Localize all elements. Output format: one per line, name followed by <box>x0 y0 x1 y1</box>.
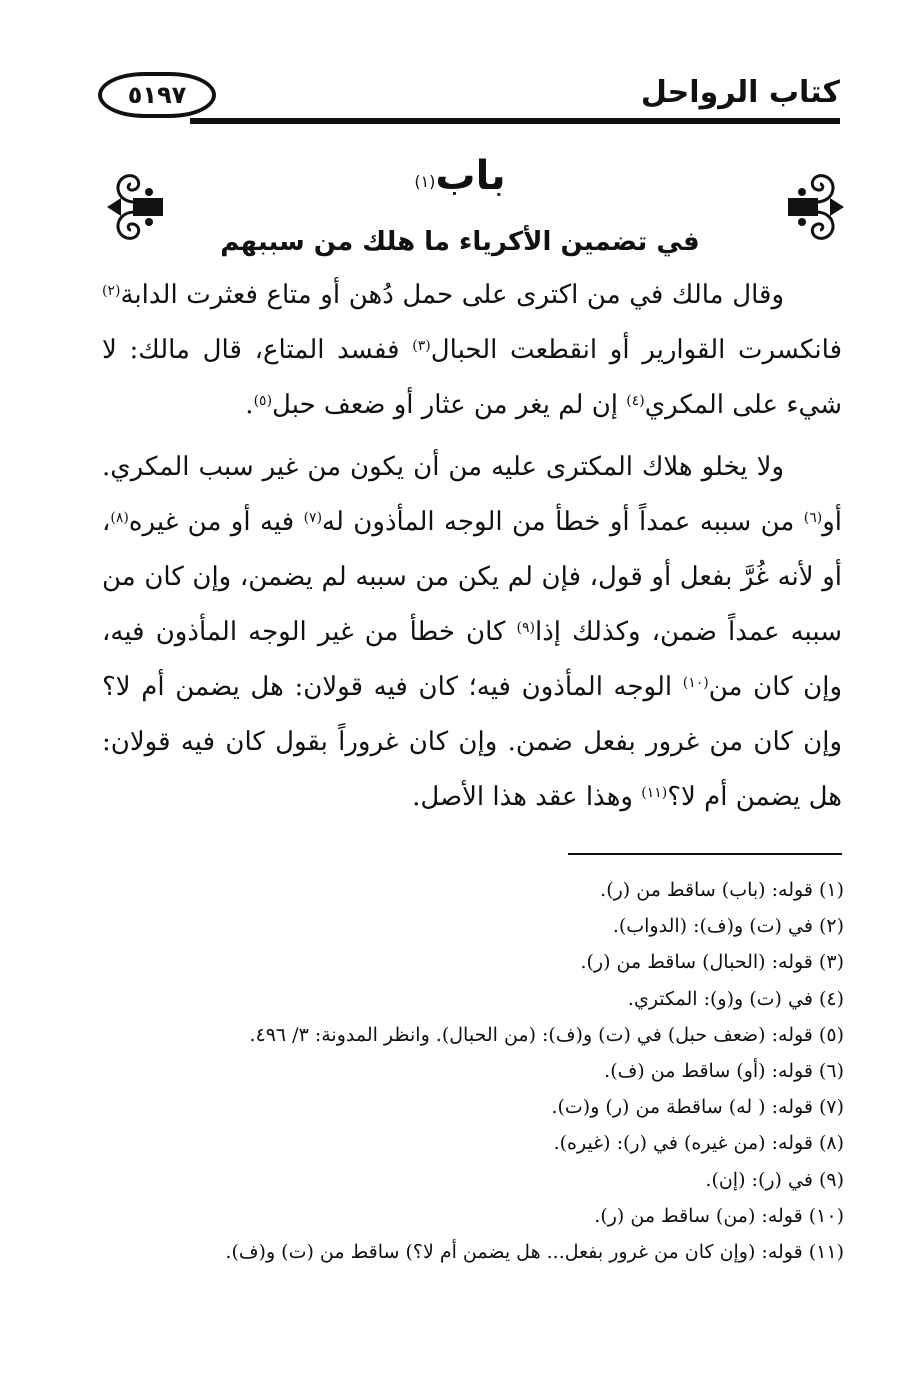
body-text: كان خطأ من غير الوجه المأذون فيه، وإن كان من <box>102 617 843 702</box>
footnote-ref: (٥) <box>253 393 273 409</box>
footnote: (١) قوله: (باب) ساقط من (ر). <box>600 879 844 901</box>
chapter-title-text: باب <box>435 153 506 199</box>
body-text: ولا يخلو هلاك المكترى عليه من أن يكون من غير سبب المكري. أو <box>102 452 842 537</box>
chapter-subtitle: في تضمين الأكرياء ما هلك من سببهم <box>220 227 700 257</box>
body-text: إن لم يغر من عثار أو ضعف حبل <box>272 390 627 420</box>
footnote-ref: (٤) <box>626 393 645 409</box>
footnote: (٢) في (ت) و(ف): (الدواب). <box>612 915 844 938</box>
footnote-separator <box>568 853 842 855</box>
body-text: فانكسرت القوارير أو انقطعت الحبال <box>430 335 842 365</box>
footnote-ref: (٩) <box>516 620 535 636</box>
body-text: وقال مالك في من اكترى على حمل دُهن أو متاع فعثرت الدابة <box>120 280 784 310</box>
body-text: الوجه المأذون فيه؛ كان فيه قولان: هل يضمن أم لا؟ وإن كان من غرور بفعل ضمن. وإن كان غروراً بقول كان فيه قولان: هل يضمن أم لا؟ <box>102 672 842 812</box>
footnote-ref: (٣) <box>412 338 431 354</box>
body-text: وهذا عقد هذا الأصل. <box>412 782 642 812</box>
footnote: (٩) في (ر): (إن). <box>705 1168 844 1191</box>
footnote: (٧) قوله: ( له) ساقطة من (ر) و(ت). <box>551 1096 844 1119</box>
body-text: فيه أو من غيره <box>128 507 304 537</box>
footnote: (١٠) قوله: (من) ساقط من (ر). <box>594 1204 844 1227</box>
body-text: من سببه عمداً أو خطأ من الوجه المأذون له <box>322 507 804 537</box>
body-text: ففسد المتاع، قال مالك: لا شيء على المكري <box>102 335 842 420</box>
footnote: (٦) قوله: (أو) ساقط من (ف). <box>604 1059 844 1082</box>
running-header-title: كتاب الرواحل <box>640 75 840 110</box>
footnote: (٥) قوله: (ضعف حبل) في (ت) و(ف): (من الحبال). وانظر المدونة: ٣/ ٤٩٦. <box>249 1023 844 1046</box>
footnote-ref: (١٠) <box>682 675 709 691</box>
footnote-ref: (٨) <box>110 510 129 526</box>
footnote-ref: (٧) <box>303 510 323 526</box>
paragraph-1 <box>102 268 842 433</box>
footnote-ref: (٦) <box>803 510 823 526</box>
footnote: (٨) قوله: (من غيره) في (ر): (غيره). <box>553 1132 844 1155</box>
body-text: . <box>245 390 254 420</box>
header-rule <box>190 118 840 124</box>
footnote: (١١) قوله: (وإن كان من غرور بفعل... هل يضمن أم لا؟) ساقط من (ت) و(ف). <box>225 1240 844 1263</box>
chapter-title <box>0 150 920 202</box>
footnote: (٤) في (ت) و(و): المكتري. <box>627 987 844 1010</box>
footnote-ref: (٢) <box>102 283 121 299</box>
body-text: ، أو لأنه غُرَّ بفعل أو قول، فإن لم يكن من سببه لم يضمن، وإن كان من سببه عمداً ضمن، وكذلك إذا <box>102 507 842 647</box>
page-number: ٥١٩٧ <box>98 72 216 118</box>
chapter-footnote-ref: (١) <box>414 172 436 191</box>
footnotes-list <box>84 872 844 1270</box>
footnote: (٣) قوله: (الحبال) ساقط من (ر). <box>580 951 844 974</box>
paragraph-2 <box>102 440 842 830</box>
footnote-ref: (١١) <box>641 785 668 801</box>
